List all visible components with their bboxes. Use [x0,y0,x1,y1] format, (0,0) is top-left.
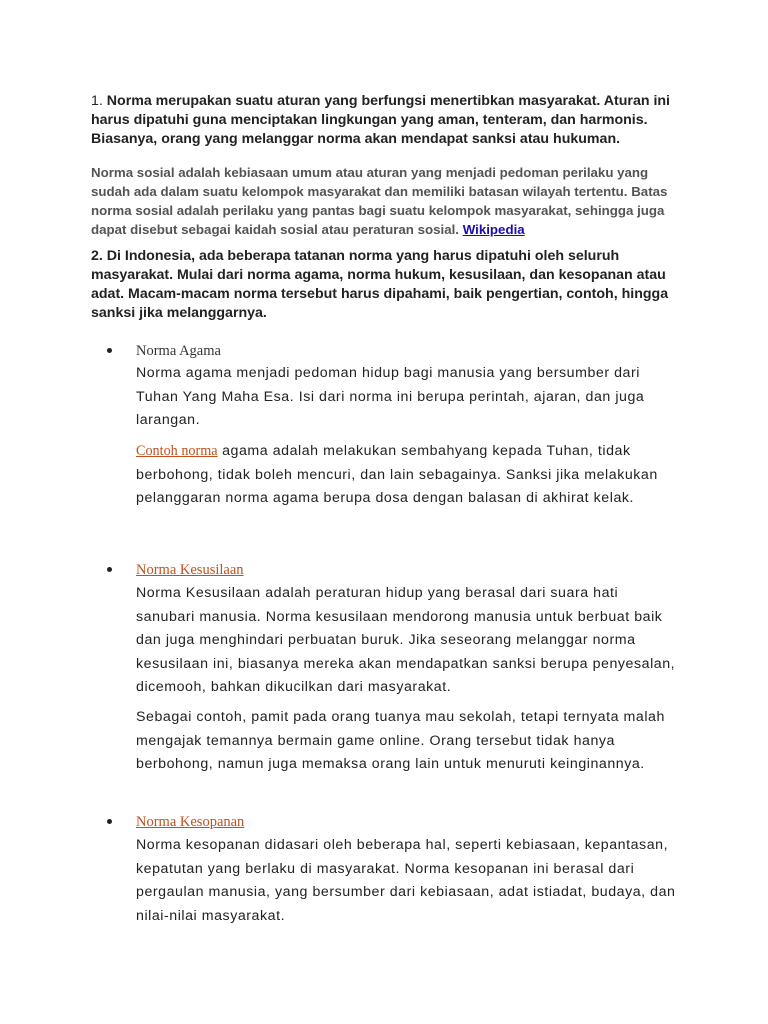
item-title-norma-agama: Norma Agama [136,343,221,359]
bullet-icon [107,819,112,824]
wiki-snippet [91,163,691,239]
item-paragraph-example: Sebagai contoh, pamit pada orang tuanya mau sekolah, tetapi ternyata malah mengajak temannya bermain game online. Orang tersebut tidak hanya berbohong, namun juga memaksa orang lain untuk menuruti keinginannya. [136,709,665,772]
contoh-norma-link[interactable]: Contoh norma [136,443,218,459]
item-paragraph: Norma kesopanan didasari oleh beberapa hal, seperti kebiasaan, kepantasan, kepatutan yang berlaku di masyarakat. Norma kesopanan ini berasal dari pergaulan manusia, yang bersumber dari kebiasaan, adat istiadat, budaya, dan nilai-nilai masyarakat. [136,837,676,924]
wikipedia-link[interactable]: Wikipedia [462,222,525,237]
intro-text: Norma merupakan suatu aturan yang berfungsi menertibkan masyarakat. Aturan ini harus dipatuhi guna menciptakan lingkungan yang aman, tenteram, dan harmonis. Biasanya, orang yang melanggar norma akan mendapat sanksi atau hukuman. [91,93,670,147]
item-title-norma-kesusilaan-link[interactable]: Norma Kesusilaan [136,562,244,578]
intro-number: 1. [91,93,103,109]
item-paragraph: Norma agama menjadi pedoman hidup bagi manusia yang bersumber dari Tuhan Yang Maha Esa. Isi dari norma ini berupa perintah, ajaran, dan juga larangan. [136,365,645,428]
example-text: agama adalah melakukan sembahyang kepada Tuhan, tidak berbohong, tidak boleh mencuri, dan lain sebagainya. Sanksi jika melakukan pelanggaran norma agama berupa dosa dengan balasan di akhirat kelak. [136,443,658,506]
second-paragraph: 2. Di Indonesia, ada beberapa tatanan norma yang harus dipatuhi oleh seluruh masyarakat. Mulai dari norma agama, norma hukum, kesusilaan, dan kesopanan atau adat. Macam-macam norma tersebut harus dipahami, baik pengertian, contoh, hingga sanksi jika melanggarnya. [91,248,669,321]
bullet-icon [107,567,112,572]
item-paragraph: Norma Kesusilaan adalah peraturan hidup yang berasal dari suara hati sanubari manusia. Norma kesusilaan mendorong manusia untuk berbuat baik dan juga menghindari perbuatan buruk. Jika seseorang melanggar norma kesusilaan ini, biasanya mereka akan mendapatkan sanksi berupa penyesalan, dicemooh, bahkan dikucilkan dari masyarakat. [136,585,676,695]
item-title-norma-kesopanan-link[interactable]: Norma Kesopanan [136,814,245,830]
wiki-snippet-text: Norma sosial adalah kebiasaan umum atau aturan yang menjadi pedoman perilaku yang sudah ada dalam suatu kelompok masyarakat dan memiliki batasan wilayah tertentu. Batas norma sosial adalah perilaku yang pantas bagi suatu kelompok masyarakat, sehingga juga dapat disebut sebagai kaidah sosial atau peraturan sosial. [91,165,668,237]
bullet-icon [107,348,112,353]
item-paragraph-example [136,440,681,511]
intro-paragraph [91,92,691,149]
